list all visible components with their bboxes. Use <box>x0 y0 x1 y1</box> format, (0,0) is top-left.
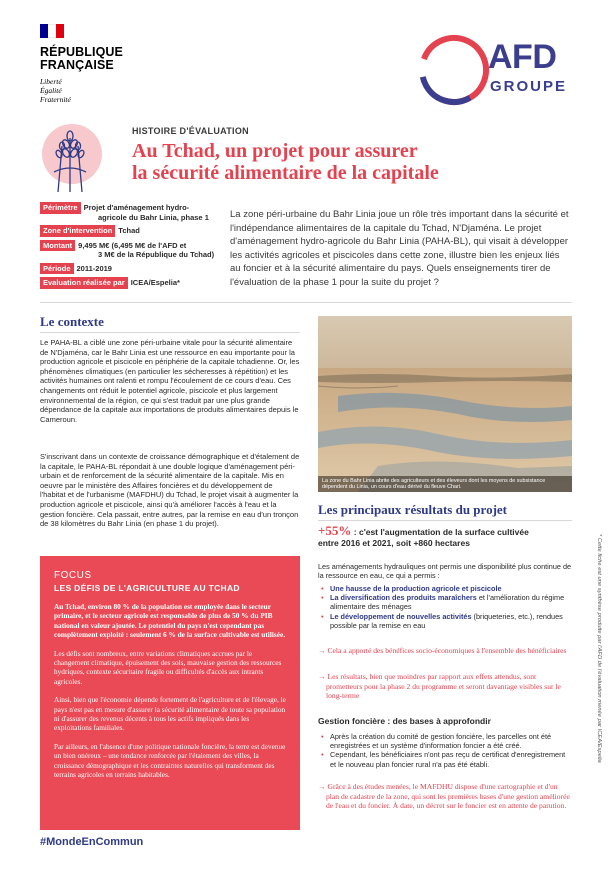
motto-egalite: Égalité <box>40 86 62 95</box>
foncier-bullet: • Après la création du comité de gestion foncière, les parcelles ont été enregistrées et un système d'information foncier a été créé. <box>318 732 572 750</box>
stat-text-2: entre 2016 et 2021, soit +860 hectares <box>318 537 470 548</box>
republic-name-line2: FRANÇAISE <box>40 58 114 72</box>
foncier-heading: Gestion foncière : des bases à approfondir <box>318 716 491 726</box>
republic-motto <box>40 77 150 104</box>
meta-value: Tchad <box>118 226 140 235</box>
focus-paragraph-2: Les défis sont nombreux, entre variations climatiques accrues par le changement climatique, épuisement des sols, mauvaise gestion des ressources hydriques, contexte sécuritaire fragile ou difficultés d'accès aux intrants agricoles. <box>54 648 282 686</box>
results-divider <box>318 520 572 521</box>
results-bullet <box>318 612 572 630</box>
meta-value: Projet d'aménagement hydro- <box>83 203 190 212</box>
meta-value-cont: 3 M€ de la République du Tchad) <box>98 250 215 259</box>
meta-row-evaluation <box>40 277 218 289</box>
photo-caption: La zone du Bahr Linia abrite des agriculteurs et des éleveurs dont les moyens de subsistance dépendent du Linia, un cours d'eau dérivé du fleuve Chari. <box>318 476 572 492</box>
republic-name-line1: RÉPUBLIQUE <box>40 45 123 59</box>
intro-paragraph: La zone péri-urbaine du Bahr Linia joue un rôle très important dans la sécurité et l'indépendance alimentaires de la capitale du Tchad, N'Djaména. Le projet d'aménagement hydro-agricole du Bahr Linia (PAHA-BL), qui visait à développer les activités agricoles et piscicoles dans cette zone, illustre bien les enjeux liés au foncier et à la sécurité alimentaire du pays. Quels enseignements tirer de l'évaluation de la phase 1 pour la suite du projet ? <box>230 209 569 288</box>
focus-paragraph-3: Ainsi, bien que l'économie dépende fortement de l'agriculture et de l'élevage, le pays n'est pas en mesure d'assurer la sécurité alimentaire de toute sa population ni d'assurer des revenus décents à tous les actifs impliqués dans les exploitations familiales. <box>54 695 286 733</box>
afd-groupe-wordmark: GROUPE <box>490 78 568 95</box>
french-flag-icon <box>40 24 64 38</box>
hashtag: #MondeEnCommun <box>40 836 144 848</box>
results-bullet-list <box>318 584 572 630</box>
results-bullet <box>318 584 572 593</box>
results-intro: Les aménagements hydrauliques ont permis une disponibilité plus continue de la ressource en eau, ce qui a permis : <box>318 562 572 581</box>
results-stat <box>318 523 578 548</box>
meta-label: Evaluation réalisée par <box>40 277 128 289</box>
results-heading: Les principaux résultats du projet <box>318 502 507 517</box>
foncier-arrow: → Grâce à des études menées, le MAFDHU dispose d'une cartographie et d'un plan de cadastre de la zone, qui sont les premières bases d'une gestion améliorée de l'eau et du foncier. À date, un décret sur le foncier est en attente de parution. <box>318 782 570 811</box>
project-meta <box>40 202 218 292</box>
meta-label: Montant <box>40 240 75 252</box>
page-title <box>132 140 572 184</box>
meta-label: Période <box>40 263 74 275</box>
republique-francaise-logo <box>40 24 150 104</box>
meta-row-zone <box>40 225 218 237</box>
story-kicker: HISTOIRE D'ÉVALUATION <box>132 126 249 136</box>
meta-label: Périmètre <box>40 202 81 214</box>
motto-fraternite: Fraternité <box>40 95 71 104</box>
focus-label: FOCUS <box>54 570 92 581</box>
results-bullet <box>318 593 572 611</box>
meta-value: 2011-2019 <box>76 263 112 273</box>
motto-liberte: Liberté <box>40 77 62 86</box>
focus-subtitle: LES DÉFIS DE L'AGRICULTURE AU TCHAD <box>54 583 240 593</box>
context-paragraph-1: Le PAHA-BL a ciblé une zone péri-urbaine vitale pour la sécurité alimentaire de N'Djaména, car le Bahr Linia est une ressource en eau importante pour la production agricole et piscicole en périphérie de la capitale tchadienne. Or, les phénomènes climatiques (en particulier les sécheresses à répétition) et les activités humaines ont ralenti et rompu l'écoulement de ce cours d'eau. Ces changements ont réduit le potentiel agricole, piscicole et plus largement environnemental de la région, ce qui s'est traduit par une plus grande dépendance de la capitale aux importations de produits alimentaires depuis le Cameroun. <box>40 338 300 424</box>
title-line-1: Au Tchad, un projet pour assurer <box>132 140 418 162</box>
context-heading: Le contexte <box>40 314 104 329</box>
meta-value: ICEA/Espelia* <box>130 278 180 287</box>
afd-wordmark: AFD <box>488 38 557 76</box>
section-divider <box>40 302 572 303</box>
meta-row-periode <box>40 263 218 275</box>
meta-value-cont: agricole du Bahr Linia, phase 1 <box>98 212 209 222</box>
title-line-2: la sécurité alimentaire de la capitale <box>132 162 439 184</box>
bullet-bold: Le développement de nouvelles activités <box>330 611 472 621</box>
focus-paragraph-4: Par ailleurs, en l'absence d'une politique nationale foncière, la terre est devenue un bien onéreux – une tendance renforcée par l'étalement des villes, la croissance démographique et les contraintes naturelles qui transforment des terrains agricoles en terrains habitables. <box>54 741 286 780</box>
foncier-bullet-list <box>318 732 572 769</box>
foncier-bullet: • Cependant, les bénéficiaires n'ont pas reçu de certificat d'enregistrement et le nouveau plan foncier rural n'a pas été établi. <box>318 750 572 768</box>
focus-box <box>40 556 300 830</box>
stat-value: +55% <box>318 523 352 538</box>
context-divider <box>40 332 300 333</box>
side-note <box>592 534 602 834</box>
results-arrow-2: → Les résultats, bien que moindres par rapport aux effets attendus, sont prometteurs pour la phase 2 du programme et seront davantage visibles sur le long-terme <box>318 672 561 701</box>
meta-label: Zone d'intervention <box>40 225 115 237</box>
meta-row-montant <box>40 240 218 260</box>
bullet-text: (briqueteries, etc.), rendues possible par la remise en eau <box>330 611 563 630</box>
context-paragraph-2: S'inscrivant dans un contexte de croissance démographique et d'étalement de la capitale, le PAHA-BL répondait à une double logique d'aménagement péri-urbain et de renforcement de la sécurité alimentaire de la capitale. Mis en oeuvre par le ministère des Affaires foncières et du développement de l'habitat et de l'urbanisme (MAFDHU) du Tchad, le projet visait à augmenter la production agricole et piscicole, ainsi qu'à améliorer l'accès à l'eau et la gestion foncière. Cela passait, entre autres, par la remise en eau d'un tronçon de 38 kilomètres du Bahr Linia (en phase 1 du projet). <box>40 452 300 529</box>
bullet-bold: La diversification des produits maraîchers <box>330 593 477 603</box>
meta-row-perimetre <box>40 202 218 222</box>
results-arrow-1: → Cela a apporté des bénéfices socio-économiques à l'ensemble des bénéficiaires <box>318 646 567 655</box>
side-note-text: * Cette fiche est une synthèse produite par l'AFD de l'évaluation menée par ICEA/Espelia <box>596 534 602 763</box>
bullet-text: et l'amélioration du régime alimentaire des ménages <box>330 593 565 612</box>
river-landscape-photo <box>318 316 572 492</box>
wheat-icon <box>28 116 112 200</box>
bullet-bold: Une hausse de la production agricole et piscicole <box>330 584 502 593</box>
meta-value: 9,495 M€ (6,495 M€ de l'AFD et <box>78 240 187 250</box>
stat-text: : c'est l'augmentation de la surface cultivée <box>351 527 529 537</box>
focus-paragraph-1: Au Tchad, environ 80 % de la population est employée dans le secteur primaire, et le secteur agricole est responsable de plus de 50 % du PIB national en valeur ajoutée. Le potentiel du pays n'est cependant pas complètement exploité : seulement 6 % de la surface cultivable est utilisée. <box>54 602 286 640</box>
